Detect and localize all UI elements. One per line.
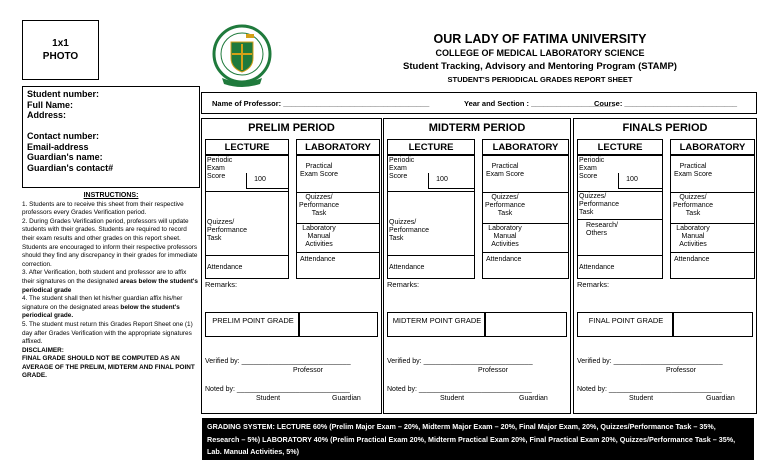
lecture-header: LECTURE <box>224 142 270 153</box>
guardian-signature-label: Guardian <box>332 395 361 402</box>
practical-exam-label: Practical Exam Score <box>299 163 339 178</box>
divider <box>296 252 380 253</box>
divider <box>670 252 755 253</box>
lab-attendance-label: Attendance <box>300 256 336 263</box>
divider <box>205 191 289 192</box>
disclaimer-title: DISCLAIMER: <box>22 346 64 354</box>
divider <box>387 255 475 256</box>
college-name: COLLEGE OF MEDICAL LABORATORY SCIENCE <box>435 48 645 58</box>
course-field[interactable]: Course: ___________________________ <box>594 99 738 108</box>
noted-by-line[interactable]: Noted by: _____________________________ <box>205 386 350 393</box>
periodic-exam-label: Periodic Exam Score <box>389 157 415 180</box>
sheet-title: STUDENT'S PERIODICAL GRADES REPORT SHEET <box>447 75 633 84</box>
year-section-field[interactable]: Year and Section : ____________________ <box>464 99 615 108</box>
instruction-3 <box>22 269 200 295</box>
point-grade-label: MIDTERM POINT GRADE <box>392 316 482 325</box>
laboratory-header: LABORATORY <box>679 142 746 153</box>
instructions-title: INSTRUCTIONS: <box>83 192 139 199</box>
professor-info-bar <box>201 92 757 114</box>
instruction-3-bold: areas below the student's periodical grade <box>22 277 198 294</box>
divider <box>670 192 755 193</box>
lab-manual-label: Laboratory Manual Activities <box>676 225 710 248</box>
divider <box>482 192 569 193</box>
attendance-label: Attendance <box>389 264 425 271</box>
spacer-line <box>27 121 195 132</box>
period-title: MIDTERM PERIOD <box>428 122 526 134</box>
verified-by-line[interactable]: Verified by: ____________________________ <box>577 358 723 365</box>
email-label: Email-address <box>27 141 89 152</box>
guardian-contact-label: Guardian's contact# <box>27 162 114 173</box>
max-score: 100 <box>254 176 266 183</box>
divider <box>296 223 380 224</box>
student-signature-label: Student <box>629 395 654 402</box>
attendance-label: Attendance <box>579 264 615 271</box>
attendance-label: Attendance <box>207 264 243 271</box>
student-signature-label: Student <box>440 395 465 402</box>
instruction-2: 2. During Grades Verification period, professors will update students with their grades. Students are required to record their exam results and other grades on this report sheet. Students are encouraged to inform their respective professors should they find any discrepancy in their grades for immediate correction. <box>22 217 198 268</box>
divider <box>387 191 475 192</box>
instruction-1: 1. Students are to receive this sheet from their respective professors every Grades Verification period. <box>22 200 184 217</box>
quizzes-label: Quizzes/ Performance Task <box>389 219 430 242</box>
divider <box>577 255 663 256</box>
laboratory-header: LABORATORY <box>492 142 559 153</box>
student-signature-label: Student <box>256 395 281 402</box>
lab-quizzes-label: Quizzes/ Performance Task <box>298 194 340 217</box>
noted-by-line[interactable]: Noted by: _____________________________ <box>387 386 532 393</box>
quizzes-label: Quizzes/ Performance Task <box>207 219 248 242</box>
divider <box>482 223 569 224</box>
verified-by-line[interactable]: Verified by: ____________________________ <box>205 358 351 365</box>
lecture-header: LECTURE <box>597 142 643 153</box>
university-seal-logo <box>212 24 272 98</box>
professor-label: Professor <box>293 367 323 374</box>
period-title: PRELIM PERIOD <box>248 122 335 134</box>
contact-number-label: Contact number: <box>27 131 99 141</box>
instruction-5: 5. The student must return this Grades Report Sheet one (1) day after Grades Verification with the appropriate signatures affixed. <box>22 320 193 346</box>
instructions <box>22 192 200 381</box>
lab-manual-label: Laboratory Manual Activities <box>488 225 522 248</box>
divider <box>205 255 289 256</box>
grading-system-note: GRADING SYSTEM: LECTURE 60% (Prelim Major Exam – 20%, Midterm Major Exam – 20%, Final Major Exam, 20%, Quizzes/Performance Task – 35%, Research – 5%) LABORATORY 40% (Prelim Practical Exam 20%, Midterm Practical Exam 20%, Final Practical Exam 20%, Quizzes/Performance Task – 35%, Lab. Manual Activities, 5%) <box>202 418 754 460</box>
photo-box <box>22 20 99 80</box>
lab-manual-label: Laboratory Manual Activities <box>302 225 336 248</box>
remarks-label: Remarks: <box>577 280 610 289</box>
divider <box>482 252 569 253</box>
instruction-4-bold: below the student's periodical grade. <box>22 303 180 320</box>
verified-by-line[interactable]: Verified by: ____________________________ <box>387 358 533 365</box>
max-score: 100 <box>436 176 448 183</box>
professor-label: Professor <box>666 367 696 374</box>
address-label: Address: <box>27 110 67 120</box>
guardian-name-label: Guardian's name: <box>27 152 103 162</box>
noted-by-line[interactable]: Noted by: _____________________________ <box>577 386 722 393</box>
remarks-label: Remarks: <box>387 280 420 289</box>
professor-label: Professor <box>478 367 508 374</box>
point-grade-value[interactable] <box>673 312 753 337</box>
period-panel <box>383 118 571 414</box>
lab-quizzes-label: Quizzes/ Performance Task <box>672 194 714 217</box>
instruction-4 <box>22 295 200 321</box>
divider <box>296 192 380 193</box>
practical-exam-label: Practical Exam Score <box>485 163 525 178</box>
research-label: Research/ Others <box>586 222 618 237</box>
lab-attendance-label: Attendance <box>674 256 710 263</box>
period-panel <box>573 118 757 414</box>
program-name: Student Tracking, Advisory and Mentoring Program (STAMP) <box>403 61 677 72</box>
period-panel <box>201 118 382 414</box>
guardian-signature-label: Guardian <box>519 395 548 402</box>
laboratory-header: LABORATORY <box>305 142 371 153</box>
lab-attendance-label: Attendance <box>486 256 522 263</box>
point-grade-label: FINAL POINT GRADE <box>588 316 664 325</box>
point-grade-value[interactable] <box>485 312 567 337</box>
instruction-4-text: 4. The student shall then let his/her guardian affix his/her signature on the designated areas <box>22 295 183 311</box>
student-number-label: Student number: <box>27 89 99 99</box>
quizzes-label: Quizzes/ Performance Task <box>579 193 620 216</box>
divider <box>577 219 663 220</box>
disclaimer-text: FINAL GRADE SHOULD NOT BE COMPUTED AS AN AVERAGE OF THE PRELIM, MIDTERM AND FINAL POINT GRADE. <box>22 355 195 380</box>
full-name-label: Full Name: <box>27 99 74 110</box>
practical-exam-label: Practical Exam Score <box>673 163 713 178</box>
instruction-3-text: 3. After Verification, both student and professor are to affix their signatures on the designated <box>22 269 187 285</box>
photo-label: PHOTO <box>42 51 79 62</box>
student-info-box <box>22 86 200 188</box>
point-grade-label: PRELIM POINT GRADE <box>212 316 294 325</box>
divider <box>670 223 755 224</box>
periodic-exam-label: Periodic Exam Score <box>579 157 605 180</box>
university-name: OUR LADY OF FATIMA UNIVERSITY <box>433 32 647 46</box>
remarks-label: Remarks: <box>205 280 238 289</box>
professor-field[interactable]: Name of Professor: ___________________________________ <box>212 99 430 108</box>
photo-size: 1x1 <box>52 38 69 49</box>
divider <box>577 191 663 192</box>
lecture-header: LECTURE <box>408 142 454 153</box>
period-title: FINALS PERIOD <box>622 122 708 134</box>
lab-quizzes-label: Quizzes/ Performance Task <box>484 194 526 217</box>
max-score: 100 <box>626 176 638 183</box>
point-grade-value[interactable] <box>299 312 378 337</box>
guardian-signature-label: Guardian <box>706 395 735 402</box>
periodic-exam-label: Periodic Exam Score <box>207 157 233 180</box>
